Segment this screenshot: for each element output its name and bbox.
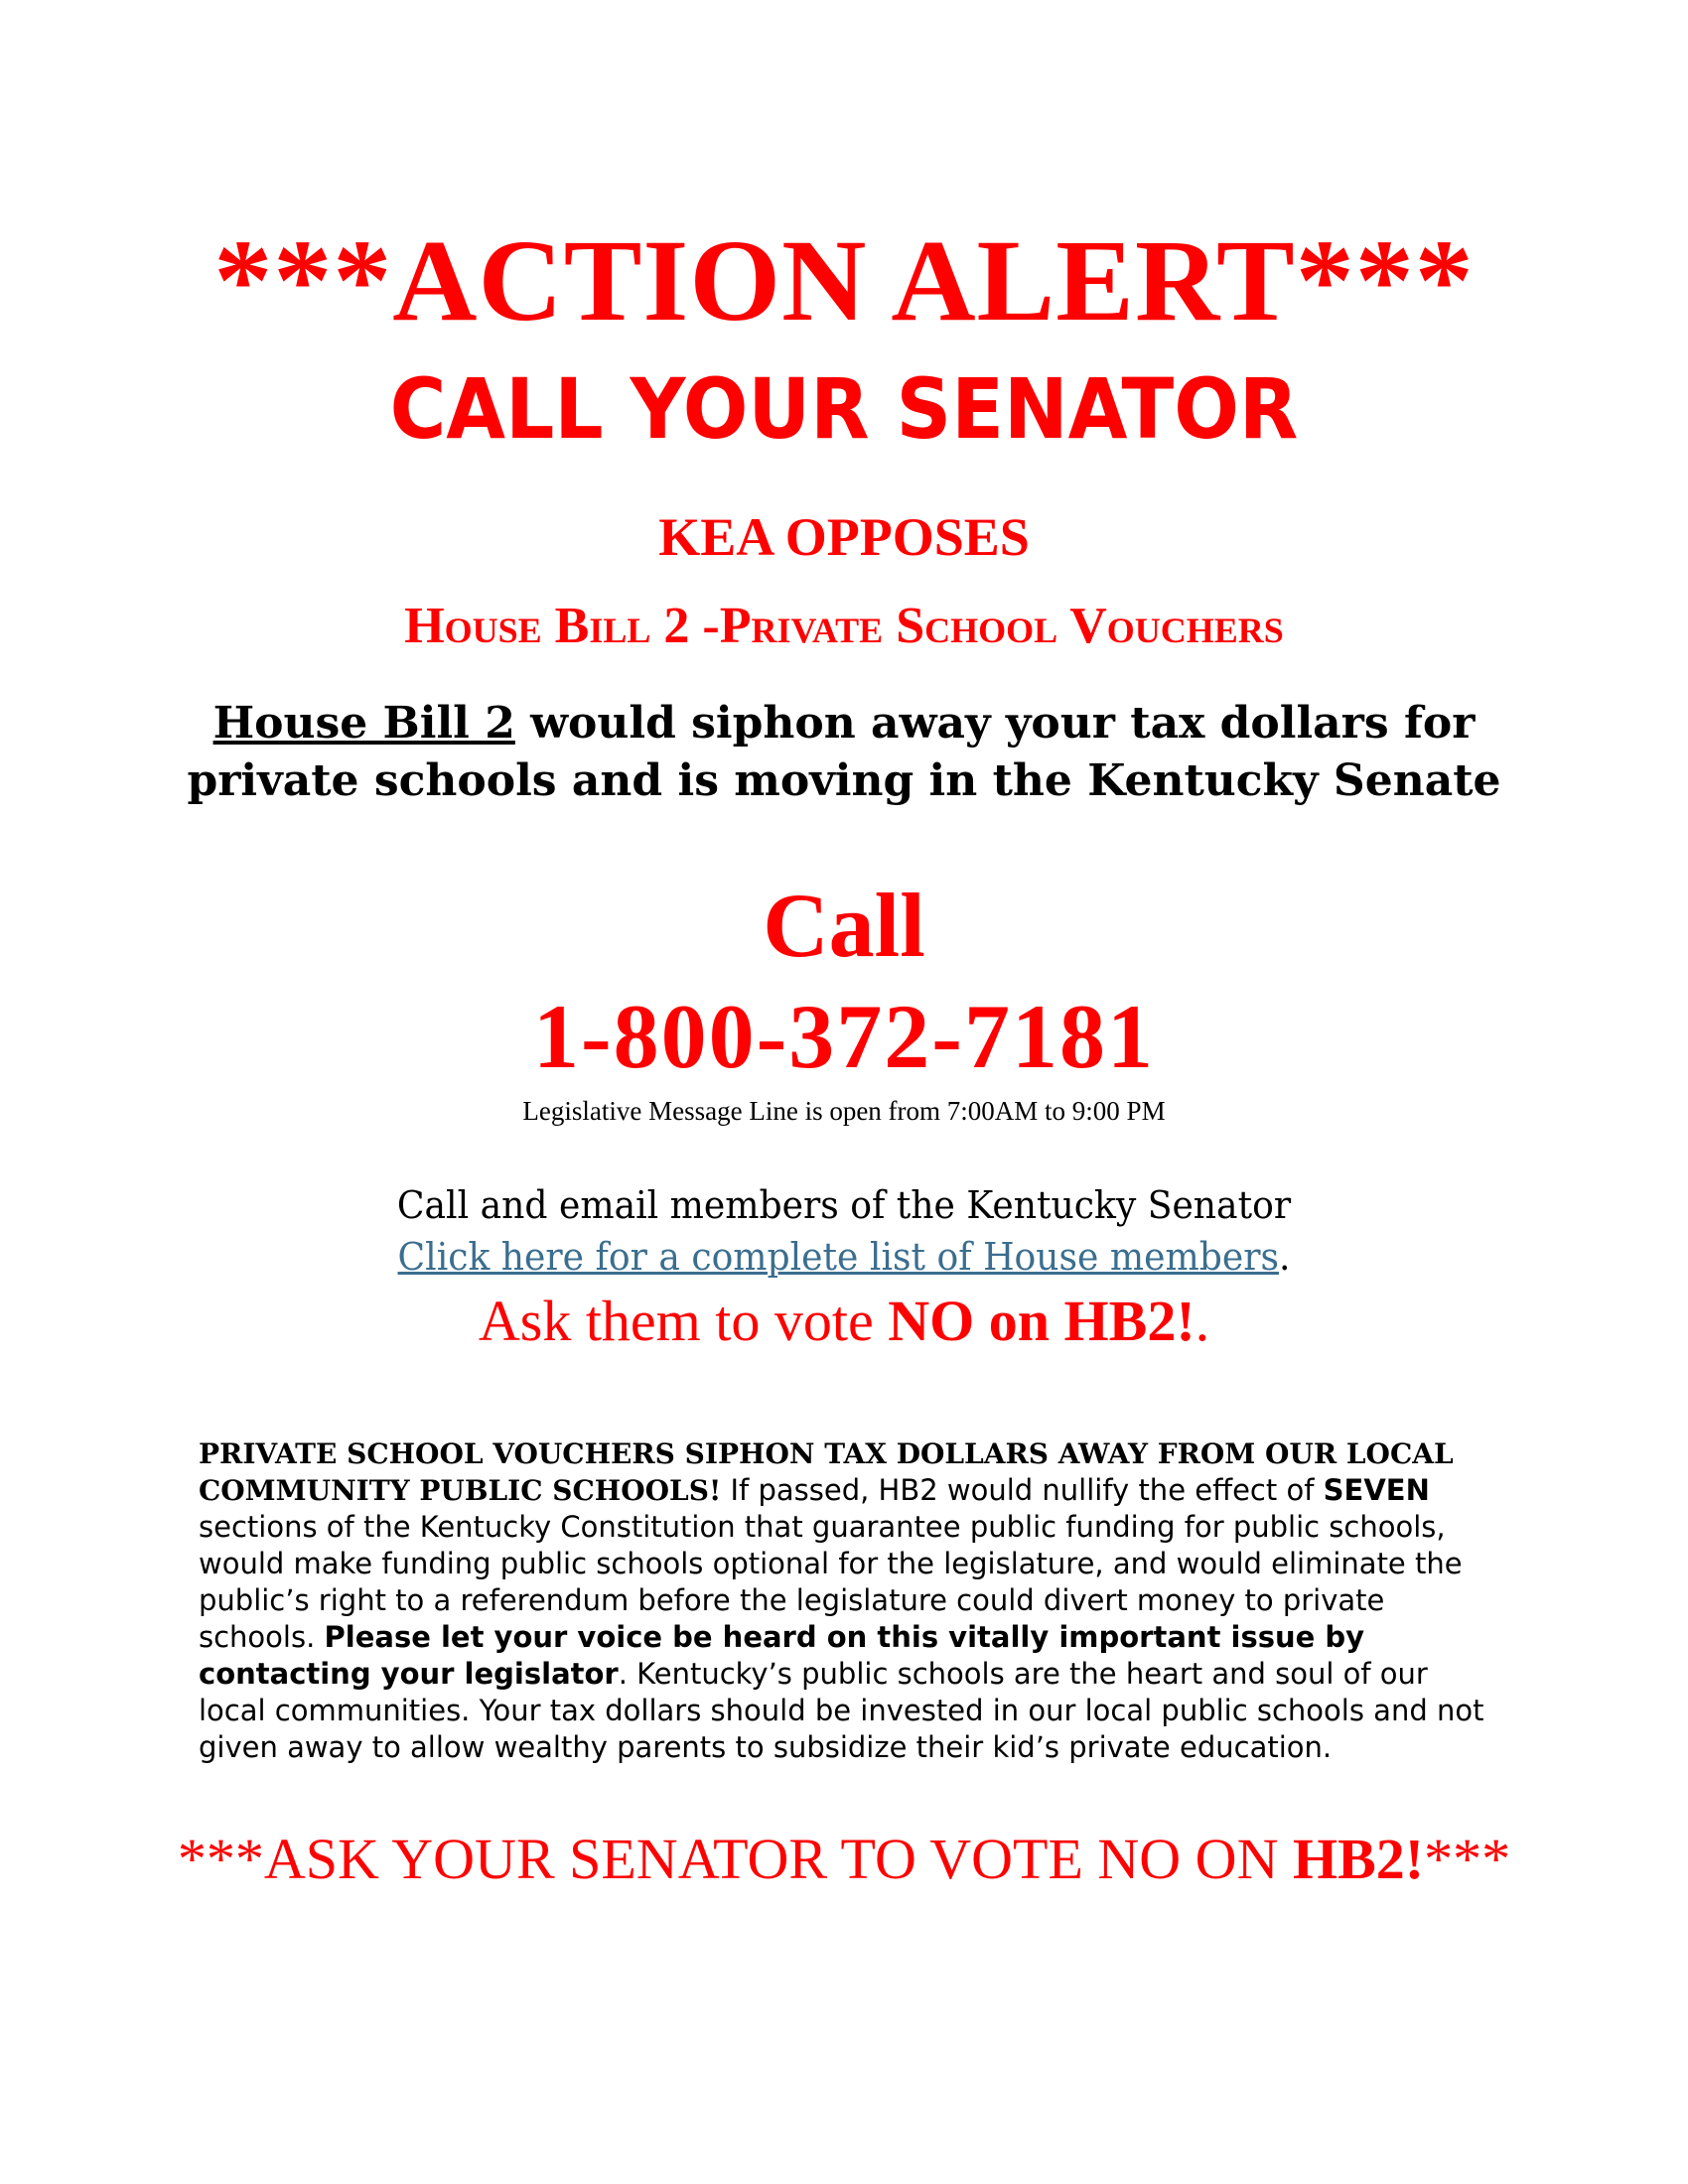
paragraph-part-2: sections of the Kentucky Constitution that guarantee public funding for public schools, would make funding public schools optional for the legislature, and would eliminate the public’s right to a referendum before the legislature could divert money to private schools. xyxy=(199,1510,1463,1654)
call-heading: Call xyxy=(763,875,925,976)
voucher-paragraph xyxy=(199,1435,1489,1766)
message-line-hours: Legislative Message Line is open from 7:00AM to 9:00 PM xyxy=(522,1096,1166,1126)
ask-vote-no xyxy=(0,1287,1688,1356)
paragraph-part-3: . Kentucky’s public schools are the heart and soul of our local communities. Your tax dollars should be invested in our local public schools and not given away to allow wealthy parents to subsidize their kid’s private education. xyxy=(199,1657,1484,1764)
footer-ask-senator xyxy=(0,1825,1688,1894)
house-bill-2-heading: House Bill 2 -Private School Vouchers xyxy=(404,598,1284,654)
siphon-line-1 xyxy=(0,695,1688,752)
kea-opposes-heading: KEA OPPOSES xyxy=(658,507,1030,567)
action-alert-title: ***ACTION ALERT*** xyxy=(213,215,1475,345)
house-members-link[interactable]: Click here for a complete list of House members xyxy=(397,1235,1279,1279)
call-email-instruction: Call and email members of the Kentucky Senator xyxy=(396,1183,1292,1227)
siphon-line-2: private schools and is moving in the Kentucky Senate xyxy=(187,755,1501,806)
ask-vote-bold: NO on HB2! xyxy=(888,1289,1196,1353)
footer-suffix: *** xyxy=(1424,1827,1511,1891)
siphon-line-1-rest: would siphon away your tax dollars for xyxy=(514,698,1476,749)
house-members-link-line xyxy=(43,1231,1646,1283)
paragraph-lead: PRIVATE SCHOOL VOUCHERS SIPHON TAX DOLLARS AWAY FROM OUR LOCAL COMMUNITY PUBLIC SCHOOLS! xyxy=(199,1437,1454,1507)
house-bill-2-name: House Bill 2 xyxy=(212,698,515,749)
ask-vote-prefix: Ask them to vote xyxy=(478,1289,889,1353)
call-your-senator-heading: CALL YOUR SENATOR xyxy=(389,360,1299,458)
paragraph-part-1: If passed, HB2 would nullify the effect of xyxy=(721,1473,1324,1507)
house-link-suffix: . xyxy=(1278,1235,1291,1279)
phone-number: 1-800-372-7181 xyxy=(533,986,1155,1087)
paragraph-bold-call: Please let your voice be heard on this vitally important issue by contacting your legislator xyxy=(199,1620,1365,1691)
footer-bold: HB2! xyxy=(1292,1827,1425,1891)
ask-vote-suffix: . xyxy=(1195,1289,1210,1353)
siphon-statement xyxy=(0,695,1688,810)
paragraph-seven: SEVEN xyxy=(1323,1473,1430,1507)
footer-prefix: ***ASK YOUR SENATOR TO VOTE NO ON xyxy=(177,1827,1293,1891)
